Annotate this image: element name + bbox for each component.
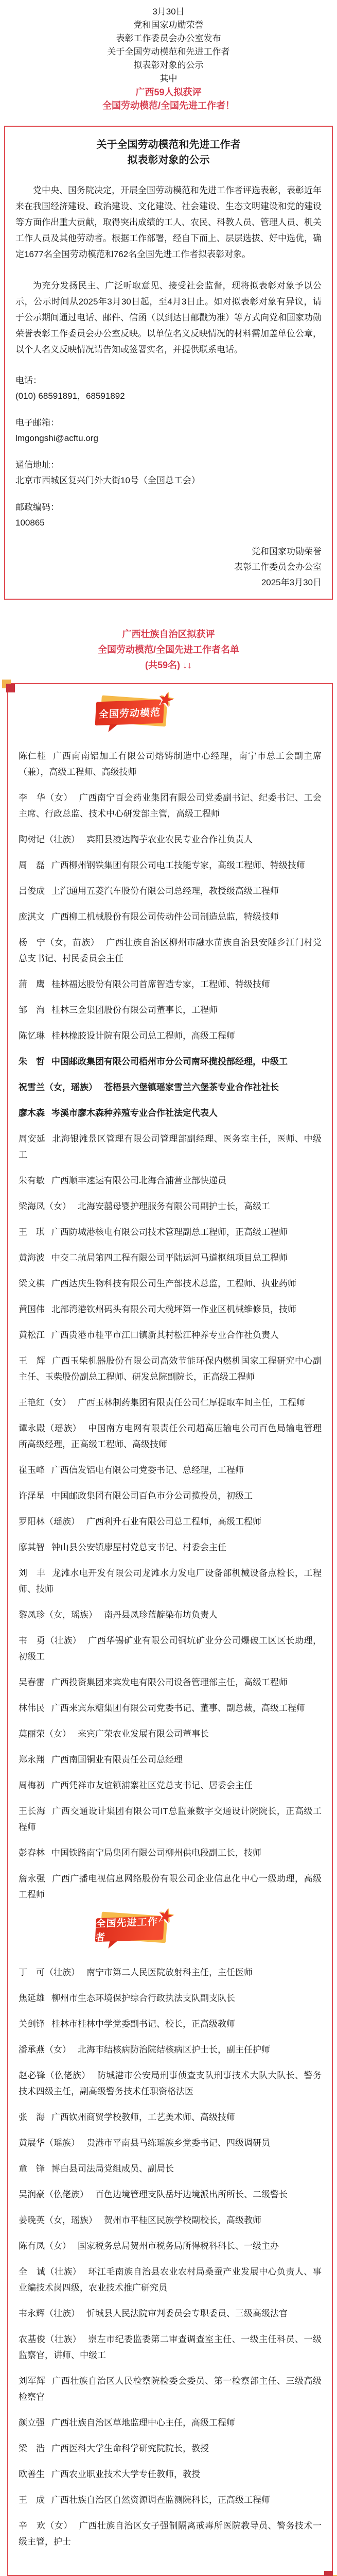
entry-desc: 广西华锡矿业有限公司铜坑矿业分公司爆破工区区长助理，初级工: [19, 1636, 322, 1662]
entry-name: 周梅初: [19, 1781, 45, 1790]
entry-name: 陈仁桂: [19, 751, 47, 761]
entry-name: 刘 丰: [19, 1568, 46, 1578]
list-entry: [19, 748, 322, 780]
intro-highlight-line: 广西59人拟获评: [135, 87, 202, 97]
entry-desc: 南丹县凤珍蓝靛染布坊负责人: [104, 1610, 218, 1620]
entry-desc: 宾阳县凌达陶芋农业农民专业合作社负责人: [86, 835, 253, 844]
list-entry: [19, 1301, 322, 1317]
signature-line: 表彰工作委员会办公室: [234, 562, 322, 572]
entry-desc: 桂林市桂林中学党委副书记、校长，正高级教师: [51, 2019, 235, 2029]
entry-desc: 广西医科大学生命科学研究院院长，教授: [51, 2444, 209, 2453]
intro-block: [0, 0, 337, 112]
list-entry: [19, 1845, 322, 1861]
list-entry: [19, 2492, 322, 2508]
entry-desc: 广西柳州钢铁集团有限公司电工技能专家，高级工程师、特级技师: [51, 860, 305, 870]
entry-name: 王长海: [19, 1806, 46, 1816]
entry-name: 赵必锋（仫佬族）: [19, 2071, 91, 2080]
entry-name: 王艳红（女）: [19, 1398, 71, 1408]
entry-desc: 百色边境管理支队岳圩边境派出所所长、二级警长: [95, 2190, 288, 2199]
entry-name: 周 磊: [19, 860, 45, 870]
entry-desc: 广西壮族自治区柳州市融水苗族自治县安陲乡江门村党总支书记、村民委员会主任: [19, 938, 322, 963]
entry-name: 彭春林: [19, 1848, 45, 1858]
contact-value: (010) 68591891，68591892: [15, 391, 125, 401]
contact-group: [15, 500, 322, 531]
entry-desc: 广西南宁百会药业集团有限公司党委副书记、纪委书记、工会主席、行政总监、技术中心研发部主管，高级工程师: [19, 793, 322, 819]
entry-desc: 广西广播电视信息网络股份有限公司企业信息化中心一级助理，高级工程师: [19, 1874, 322, 1900]
entry-desc: 广西达庆生物科技有限公司生产部技术总监，工程师、执业药师: [51, 1279, 296, 1289]
entry-name: 梁文棋: [19, 1279, 45, 1289]
entry-name: 黄展华（瑶族）: [19, 2138, 80, 2148]
entry-name: 杨 宁（女，苗族）: [19, 938, 100, 947]
entry-name: 郑永翔: [19, 1755, 45, 1765]
entry-desc: 柳州市生态环境保护综合行政执法支队副支队长: [51, 1993, 235, 2003]
entry-name: 邹 洵: [19, 1005, 45, 1015]
entry-name: 詹永强: [19, 1874, 46, 1884]
badge-label: 全国劳动模范: [95, 700, 165, 726]
entry-desc: 南宁市第二人民医院放射科主任，主任医师: [86, 1968, 253, 1977]
entry-desc: 贵港市平南县马练瑶族乡党委书记、四级调研员: [86, 2138, 270, 2148]
list-entry: [19, 2264, 322, 2296]
intro-line: 表彰工作委员会办公室发布: [116, 33, 221, 43]
entry-desc: 广西防城港核电有限公司技术管理副总工程师，正高级工程师: [51, 1227, 288, 1237]
list-entry: [19, 2415, 322, 2431]
list-entry: [19, 1488, 322, 1504]
intro-line: 党和国家功勋荣誉: [133, 20, 204, 30]
intro-line: 关于全国劳动模范和先进工作者: [107, 47, 230, 57]
list-entry: [19, 2042, 322, 2058]
contact-value: lmgongshi@acftu.org: [15, 433, 98, 443]
entry-name: 韦永辉（壮族）: [19, 2309, 80, 2318]
entry-desc: 北部湾港钦州码头有限公司大榄坪第一作业区机械维修员，技师: [51, 1304, 296, 1314]
list-entry: [19, 1514, 322, 1530]
list-entry: [19, 2466, 322, 2482]
entry-desc: 广西南国铜业有限责任公司总经理: [51, 1755, 183, 1765]
entry-desc: 广西来宾东糖集团有限公司党委书记、董事、副总裁，高级工程师: [51, 1703, 305, 1713]
list-entry: [19, 790, 322, 822]
notice-title-line2: 拟表彰对象的公示: [127, 155, 210, 166]
entry-name: 罗阳林（瑶族）: [19, 1517, 80, 1527]
list-entry: [19, 2373, 322, 2405]
contact-value: 100865: [15, 518, 45, 528]
list-entry: [19, 1173, 322, 1189]
list-entry: [19, 1607, 322, 1623]
entry-desc: 北海安囍母婴护理服务有限公司副护士长，高级工: [78, 1201, 270, 1211]
entry-name: 朱有敏: [19, 1176, 45, 1185]
list-entry: [19, 1964, 322, 1980]
entry-desc: 北海银滩景区管理有限公司管理部副经理、医务室主任，医师、中级工: [19, 1134, 322, 1160]
intro-line: 拟表彰对象的公示: [133, 60, 204, 70]
entry-desc: 广西顺丰速运有限公司北海合浦营业部快递员: [51, 1176, 226, 1185]
list-entry: [19, 1276, 322, 1292]
entry-desc: 中国铁路南宁局集团有限公司柳州供电段副工长，技师: [51, 1848, 261, 1858]
list-entry: [19, 832, 322, 848]
entry-name: 王 成: [19, 2495, 45, 2505]
entry-desc: 桂林福达股份有限公司首席智造专家，工程师、特级技师: [51, 979, 270, 989]
list-heading-count: (共59名) ↓↓: [145, 660, 192, 670]
entry-desc: 来宾广荣农业发展有限公司董事长: [78, 1729, 209, 1739]
contact-info: [15, 373, 322, 531]
badge-label: 全国先进工作者: [95, 1916, 165, 1942]
entry-desc: 桂林橡胶设计院有限公司总工程师，高级工程师: [51, 1031, 235, 1041]
list-entry: [19, 883, 322, 899]
entry-desc: 博白县司法局党组成员、副局长: [51, 2164, 174, 2174]
signature-block: [15, 544, 322, 590]
entry-desc: 广西玉林制药集团有限责任公司仁厚提取车间主任，工程师: [78, 1398, 305, 1408]
advanced-worker-badge: [95, 1903, 176, 1944]
entry-desc: 崇左市纪委监委第二审查调查室主任、一级主任科员、一级监察官，讲师、中级工: [19, 2334, 322, 2360]
entry-desc: 中国邮政集团有限公司梧州市分公司南环揽投部经理，中级工: [51, 1057, 288, 1066]
entry-desc: 忻城县人民法院审判委员会专职委员、三级高级法官: [86, 2309, 288, 2318]
badge-tail: [108, 1941, 117, 1948]
signature-line: 党和国家功勋荣誉: [252, 547, 322, 556]
model-worker-list: [19, 748, 322, 1903]
entry-name: 黄海波: [19, 1253, 45, 1263]
intro-line: 其中: [159, 74, 178, 83]
list-heading: [0, 626, 337, 673]
entry-name: 黄松江: [19, 1330, 45, 1340]
entry-name: 潘承燕（女）: [19, 2045, 71, 2055]
entry-name: 王 琪: [19, 1227, 45, 1237]
entry-name: 庞淇文: [19, 912, 45, 922]
star-icon: ★: [155, 1903, 176, 1928]
entry-name: 林伟民: [19, 1703, 45, 1713]
list-entry: [19, 1327, 322, 1343]
list-entry: [19, 1462, 322, 1478]
list-entry: [19, 1395, 322, 1411]
entry-name: 关剑锋: [19, 2019, 45, 2029]
intro-line-date: 3月30日: [152, 7, 185, 16]
entry-name: 刘军辉: [19, 2376, 46, 2386]
entry-name: 吕俊成: [19, 886, 45, 896]
notice-paragraph-1: 党中央、国务院决定，开展全国劳动模范和先进工作者评选表彰，表彰近年来在我国经济建设、政治建设、文化建设、社会建设、生态文明建设和党的建设等方面作出重大贡献，取得突出成绩的工人、农民、科教人员、管理人员、机关工作人员及其他劳动者。根据工作部署，经自下而上、层层选拔、好中选优，确定1677名全国劳动模范和762名全国先进工作者拟表彰对象。: [15, 185, 322, 259]
entry-desc: 广西交通设计集团有限公司IT总监兼数字交通设计院院长，正高级工程师: [19, 1806, 322, 1832]
entry-desc: 广西农业职业技术大学专任教师，教授: [51, 2469, 200, 2479]
entry-desc: 广西信发铝电有限公司党委书记、总经理，工程师: [51, 1465, 244, 1475]
list-entry: [19, 1131, 322, 1163]
entry-desc: 钟山县公安镇廖屋村党总支书记、村委会主任: [51, 1543, 226, 1552]
badge-tail: [108, 724, 117, 732]
entry-desc: 中国南方电网有限责任公司超高压输电公司百色局输电管理所高级经理，正高级工程师、高级技师: [19, 1423, 322, 1449]
list-entry: [19, 976, 322, 992]
entry-name: 姜晚英（女，瑶族）: [19, 2215, 97, 2225]
entry-name: 韦 勇（壮族）: [19, 1636, 82, 1646]
entry-name: 吴润豪（仫佬族）: [19, 2190, 88, 2199]
list-entry: [19, 1250, 322, 1266]
contact-label: 电话：: [15, 376, 42, 385]
entry-name: 欧善生: [19, 2469, 45, 2479]
corner-ornament-red: [324, 2571, 333, 2576]
entry-desc: 苍梧县六堡镇瑶家雪兰六堡茶专业合作社社长: [104, 1082, 279, 1092]
entry-desc: 广西壮族自治区草地监理中心主任，高级工程师: [51, 2418, 235, 2428]
entry-desc: 国家税务总局贺州市税务局所得税科科长、一级主办: [78, 2241, 279, 2251]
entry-name: 陶树记（壮族）: [19, 835, 80, 844]
list-entry: [19, 1803, 322, 1835]
entry-desc: 中国邮政集团有限公司百色市分公司揽投员，初级工: [51, 1491, 253, 1501]
list-entry: [19, 1990, 322, 2006]
entry-desc: 龙滩水电开发有限公司龙滩水力发电厂设备部机械设备点检长，工程师、技师: [19, 1568, 322, 1594]
entry-name: 梁海凤（女）: [19, 1201, 71, 1211]
entry-name: 黎凤珍（女，瑶族）: [19, 1610, 97, 1620]
entry-desc: 中交二航局第四工程有限公司平陆运河马道枢纽项目总工程师: [51, 1253, 288, 1263]
entry-desc: 广西钦州商贸学校教师，工艺美术师、高级技师: [51, 2112, 235, 2122]
entry-name: 辛 欢（女）: [19, 2521, 73, 2531]
list-entry: [19, 2067, 322, 2099]
entry-desc: 防城港市公安局刑事侦查支队刑事技术大队大队长、警务技术四级主任，副高级警务技术任职资格法医: [19, 2071, 322, 2096]
entry-name: 蒲 鹰: [19, 979, 45, 989]
list-entry: [19, 2306, 322, 2321]
list-entry: [19, 857, 322, 873]
entry-name: 张 海: [19, 2112, 45, 2122]
list-entry: [19, 1565, 322, 1597]
list-entry: [19, 1700, 322, 1716]
notice-paragraph-2: 为充分发扬民主、广泛听取意见、接受社会监督，现将拟表彰对象予以公示，公示时间从2025年3月30日起，至4月3日止。如对拟表彰对象有异议，请于公示期间通过电话、邮件、信函（以到达日邮戳为准）等方式向党和国家功勋荣誉表彰工作委员会办公室反映。以单位名义反映情况的材料需加盖单位公章，以个人名义反映情况请告知或签署实名，并提供联系电话。: [15, 281, 322, 354]
list-entry: [19, 2212, 322, 2228]
notice-title: [15, 137, 322, 168]
list-entry: [19, 1224, 322, 1240]
entry-name: 黄国伟: [19, 1304, 45, 1314]
entry-desc: 广西南南铝加工有限公司熔铸制造中心经理，南宁市总工会副主席（兼），高级工程师、高级技师: [19, 751, 322, 777]
entry-name: 焦延雄: [19, 1993, 45, 2003]
list-entry: [19, 1752, 322, 1768]
list-entry: [19, 909, 322, 925]
contact-group: [15, 373, 322, 404]
list-entry: [19, 2161, 322, 2177]
entry-name: 吴春雷: [19, 1677, 45, 1687]
entry-desc: 北海市结核病防治院结核病区护士长，副主任护师: [78, 2045, 270, 2055]
entry-desc: 贺州市平桂区民族学校副校长，高级教师: [104, 2215, 261, 2225]
entry-name: 颜立强: [19, 2418, 45, 2428]
entry-name: 梁 浩: [19, 2444, 45, 2453]
entry-desc: 上汽通用五菱汽车股份有限公司总经理，教授级高级工程师: [51, 886, 279, 896]
entry-name: 崔玉峰: [19, 1465, 45, 1475]
list-entry: [19, 2016, 322, 2032]
list-entry: [19, 2135, 322, 2151]
entry-name: 莫丽荣（女）: [19, 1729, 71, 1739]
entry-name: 丁 可（壮族）: [19, 1968, 80, 1977]
entry-desc: 广西利升石业有限公司总工程师，高级工程师: [86, 1517, 261, 1527]
entry-desc: 广西投资集团来宾发电有限公司设备管理部主任，高级工程师: [51, 1677, 288, 1687]
list-entry: [19, 1871, 322, 1903]
list-entry: [19, 2518, 322, 2550]
list-heading-line1: 广西壮族自治区拟获评: [122, 629, 215, 639]
contact-group: [15, 415, 322, 446]
entry-name: 朱 哲: [19, 1057, 45, 1066]
list-entry: [19, 1633, 322, 1665]
entry-desc: 广西凭祥市友谊镇浦寨社区党总支书记、居委会主任: [51, 1781, 253, 1790]
list-entry: [19, 1674, 322, 1690]
entry-desc: 桂林三金集团股份有限公司董事长，工程师: [51, 1005, 218, 1015]
entry-name: 许泽星: [19, 1491, 45, 1501]
list-entry: [19, 2331, 322, 2363]
intro-highlight-line: 全国劳动模范/全国先进工作者！: [102, 100, 235, 111]
entry-name: 李 华（女）: [19, 793, 73, 803]
list-entry: [19, 1726, 322, 1742]
model-worker-badge: [96, 687, 176, 724]
entry-desc: 岑溪市廖木森种养殖专业合作社法定代表人: [51, 1108, 218, 1118]
entry-name: 廖木森: [19, 1108, 45, 1118]
list-box: [7, 683, 333, 2576]
list-entry: [19, 1777, 322, 1793]
notice-box: [4, 126, 333, 600]
entry-desc: 环江毛南族自治县农业农村局桑蚕产业发展中心负责人、事业编技术岗四级，农业技术推广研究员: [19, 2267, 322, 2293]
entry-desc: 广西壮族自治区人民检察院检委会委员、第一检察部主任、三级高级检察官: [19, 2376, 322, 2402]
list-entry: [19, 1079, 322, 1095]
list-entry: [19, 2187, 322, 2202]
list-entry: [19, 1353, 322, 1385]
list-heading-line2: 全国劳动模范/全国先进工作者名单: [98, 645, 239, 655]
contact-label: 电子邮箱：: [15, 418, 59, 428]
entry-name: 农基俊（壮族）: [19, 2334, 82, 2344]
entry-name: 周安延: [19, 1134, 46, 1144]
list-entry: [19, 2441, 322, 2456]
contact-label: 通信地址：: [15, 460, 59, 470]
entry-name: 陈有凤（女）: [19, 2241, 71, 2251]
contact-value: 北京市西城区复兴门外大街10号（全国总工会）: [15, 476, 200, 485]
contact-label: 邮政编码：: [15, 502, 59, 512]
list-entry: [19, 1420, 322, 1452]
entry-desc: 广西壮族自治区女子强制隔离戒毒所医院教导员、警务技术一级主管，护士: [19, 2521, 322, 2547]
list-entry: [19, 1198, 322, 1214]
list-entry: [19, 1539, 322, 1555]
list-entry: [19, 1054, 322, 1070]
notice-title-line1: 关于全国劳动模范和先进工作者: [96, 139, 241, 150]
signature-line: 2025年3月30日: [261, 578, 322, 587]
list-entry: [19, 2238, 322, 2254]
entry-name: 全 诚（壮族）: [19, 2267, 82, 2277]
entry-desc: 广西柳工机械股份有限公司传动件公司制造总监，特级技师: [51, 912, 279, 922]
advanced-worker-list: [19, 1964, 322, 2550]
contact-group: [15, 457, 322, 488]
entry-desc: 广西贵港市桂平市江口镇新其村松江种养专业合作社负责人: [51, 1330, 279, 1340]
entry-name: 祝雪兰（女，瑶族）: [19, 1082, 97, 1092]
list-entry: [19, 2109, 322, 2125]
entry-desc: 广西玉柴机器股份有限公司高效节能环保内燃机国家工程研究中心副主任、玉柴股份副总工程师、研发总院副院长，正高级工程师: [19, 1356, 322, 1382]
list-entry: [19, 935, 322, 967]
entry-name: 童 锋: [19, 2164, 45, 2174]
corner-ornament-red: [6, 684, 15, 692]
list-entry: [19, 1105, 322, 1121]
entry-name: 廖其智: [19, 1543, 45, 1552]
list-entry: [19, 1002, 322, 1018]
star-icon: ★: [155, 687, 176, 712]
entry-name: 谭永殿（瑶族）: [19, 1423, 82, 1433]
entry-name: 王 辉: [19, 1356, 46, 1366]
entry-desc: 广西壮族自治区自然资源调查监测院科长，正高级工程师: [51, 2495, 270, 2505]
entry-name: 陈忆琳: [19, 1031, 45, 1041]
list-entry: [19, 1028, 322, 1044]
